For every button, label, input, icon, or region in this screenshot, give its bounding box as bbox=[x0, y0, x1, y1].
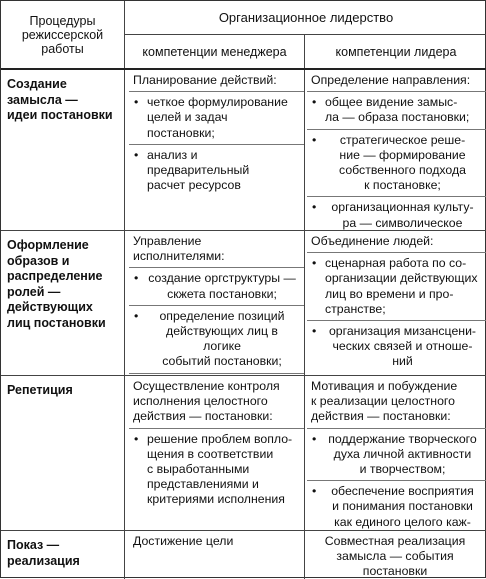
item-separator bbox=[129, 267, 304, 268]
manager-cell-casting bbox=[125, 231, 304, 375]
leader-cell-casting bbox=[305, 231, 486, 375]
list-item: • сценарная работа по со- организации действующих лиц во времени и про- странстве; bbox=[312, 256, 478, 316]
list-item: • четкое формулирование целей и задач постановки; bbox=[134, 95, 288, 140]
item-separator bbox=[129, 305, 304, 306]
header-manager-label: компетенции менеджера bbox=[142, 44, 287, 59]
list-item: • решение проблем вопло- щения в соответствии с выработанными представлениями и критериями исполнения bbox=[134, 431, 293, 507]
header-leader-competencies bbox=[305, 35, 486, 68]
header-org-leadership bbox=[125, 1, 486, 34]
manager-cell-showing bbox=[125, 531, 304, 579]
item-separator bbox=[307, 428, 486, 429]
item-separator bbox=[129, 91, 304, 92]
list-item: • создание оргструктуры — скжета постановки; bbox=[134, 271, 296, 301]
manager-cell-rehearsal bbox=[125, 376, 304, 530]
leader-lead: Объединение людей: bbox=[311, 234, 434, 248]
item-separator bbox=[307, 252, 486, 253]
header-leader-label: компетенции лидера bbox=[335, 44, 457, 59]
item-separator bbox=[129, 373, 304, 374]
leader-lead: Определение направления: bbox=[311, 73, 471, 87]
list-item: • организация мизансцени- ческих связей и отноше- ний bbox=[312, 324, 477, 369]
leader-lead: Совместная реализация замысла — события постановки bbox=[324, 534, 466, 579]
manager-lead: Планирование действий: bbox=[133, 73, 277, 87]
item-separator bbox=[307, 91, 486, 92]
list-item: • стратегическое реше- ние — формирование собственного подхода к постановке; bbox=[312, 132, 466, 193]
stage-casting: Оформление образов и распределение ролей — действующих лиц постановки bbox=[7, 238, 106, 330]
list-item: • обеспечение восприятия и понимания постановки как единого целого каж- bbox=[312, 484, 474, 529]
stage-showing: Показ — реализация bbox=[7, 538, 80, 568]
leader-cell-concept bbox=[305, 70, 486, 230]
list-item: • организационная культу- ра — символическое bbox=[312, 200, 474, 230]
item-separator bbox=[129, 144, 304, 145]
stage-rehearsal: Репетиция bbox=[7, 383, 73, 397]
item-separator bbox=[129, 428, 304, 429]
leader-cell-rehearsal bbox=[305, 376, 486, 530]
item-separator bbox=[307, 196, 486, 197]
manager-cell-concept bbox=[125, 70, 304, 230]
header-manager-competencies bbox=[125, 35, 304, 68]
list-item: • определение позиций действующих лиц в логике событий постановки; bbox=[134, 308, 285, 369]
leader-cell-showing bbox=[305, 531, 486, 579]
item-separator bbox=[307, 320, 486, 321]
manager-lead: Осуществление контроля исполнения целостного действия — постановки: bbox=[133, 379, 280, 424]
item-separator bbox=[307, 480, 486, 481]
header-procedures bbox=[1, 1, 124, 68]
manager-lead: Достижение цели bbox=[133, 534, 234, 548]
list-item: • общее видение замыс- ла — образа постановки; bbox=[312, 95, 470, 125]
manager-lead: Управление исполнителями: bbox=[133, 234, 225, 264]
header-org-leadership-label: Организационное лидерство bbox=[218, 10, 394, 25]
stage-concept: Создание замысла — идеи постановки bbox=[7, 77, 113, 122]
header-procedures-label: Процедуры режиссерской работы bbox=[21, 13, 104, 56]
leader-lead: Мотивация и побуждение к реализации целостного действия — постановки: bbox=[311, 379, 458, 424]
item-separator bbox=[307, 129, 486, 130]
list-item: • анализ и предварительный расчет ресурсов bbox=[134, 147, 250, 193]
list-item: • поддержание творческого духа личной активности и творчеством; bbox=[312, 431, 477, 477]
